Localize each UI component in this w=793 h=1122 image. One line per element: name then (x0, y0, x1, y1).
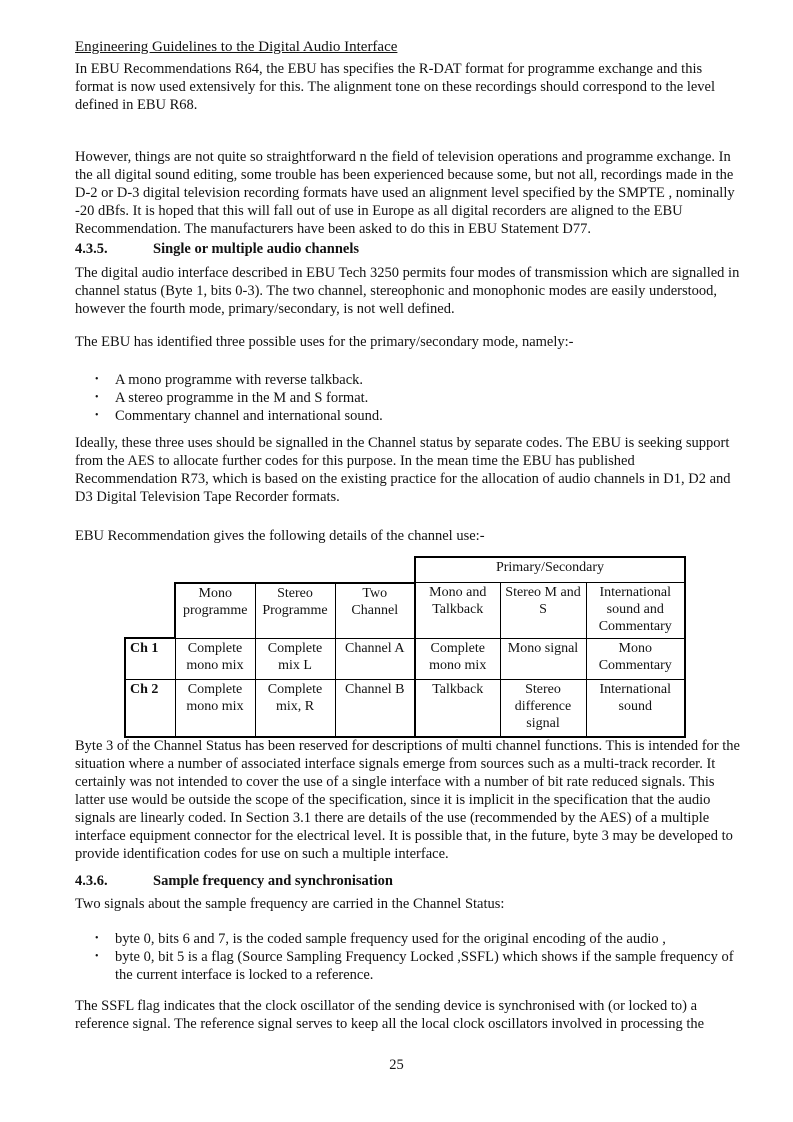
list-item (95, 948, 740, 984)
paragraph-byte3: Byte 3 of the Channel Status has been reserved for descriptions of multi channel functions. This is intended for the situation where a number of associated interface signals emerge from sources such as a multi-track recorder. It certainly was not intended to cover the use of a single interface with a number of bit rate reduced signals. This latter use would be outside the scope of the specification, since it is implicit in the specification that the audio signals are linearly coded. In Section 3.1 there are details of the use (recommended by the AES) of a multiple interface equipment connector for the electrical level. It is possible that, in the future, byte 3 may be developed to provide identification codes for use on such a multiple interface. (75, 738, 740, 862)
channel-use-table (124, 556, 686, 738)
paragraph-modes: The digital audio interface described in EBU Tech 3250 permits four modes of transmission which are signalled in channel status (Byte 1, bits 0-3). The two channel, stereophonic and monophonic modes are easily understood, however the fourth mode, primary/secondary, is not well defined. (75, 265, 740, 317)
bullet-icon: • (95, 933, 99, 944)
table-cell: International sound (586, 680, 685, 738)
paragraph-ideally: Ideally, these three uses should be signalled in the Channel status by separate codes. The EBU is seeking support from the AES to allocate further codes for this purpose. In the mean time the EBU has published Recommendation R73, which is based on the existing practice for the allocation of audio channels in D1, D2 and D3 Digital Television Tape Recorder formats. (75, 435, 731, 505)
page-number: 25 (389, 1057, 404, 1073)
section-number: 4.3.5. (75, 241, 108, 257)
column-header: Stereo Programme (255, 583, 335, 639)
table-cell: Talkback (415, 680, 500, 738)
table-cell: Channel B (335, 680, 415, 738)
section-heading-435 (75, 240, 740, 258)
column-header: Stereo M and S (500, 583, 586, 639)
table-cell: Complete mono mix (175, 680, 255, 738)
table-cell: Stereo difference signal (500, 680, 586, 738)
bullet-icon: • (95, 951, 99, 962)
column-header: Mono and Talkback (415, 583, 500, 639)
paragraph-rdat: In EBU Recommendations R64, the EBU has specifies the R-DAT format for programme exchange and this format is now used extensively for this. The alignment tone on these recordings should correspond to the level defined in EBU R68. (75, 61, 716, 113)
running-header: Engineering Guidelines to the Digital Audio Interface (75, 39, 398, 55)
column-header: Mono programme (175, 583, 255, 639)
paragraph-uses-intro: The EBU has identified three possible uses for the primary/secondary mode, namely:- (75, 334, 574, 350)
table-cell: Complete mono mix (175, 638, 255, 680)
row-label: Ch 2 (125, 680, 175, 738)
table-cell: Channel A (335, 638, 415, 680)
list-item (95, 407, 740, 425)
paragraph-smpte: However, things are not quite so straightforward n the field of television operations and programme exchange. In the all digital sound editing, some trouble has been experienced because some, but not all, recordings made in the D-2 or D-3 digital television recording formats have used an alignment level specified by the SMPTE , nominally -20 dBfs. It is hoped that this will fall out of use in Europe as all digital recorders are aligned to the EBU Recommendation. The manufacturers have been asked to do this in EBU Statement D77. (75, 149, 735, 237)
list-item (95, 389, 740, 407)
section-number: 4.3.6. (75, 873, 108, 889)
table-cell: Complete mix L (255, 638, 335, 680)
bullet-icon: • (95, 374, 99, 385)
table-cell: Mono signal (500, 638, 586, 680)
bullet-text: byte 0, bits 6 and 7, is the coded sample frequency used for the original encoding of the audio , (115, 931, 666, 947)
list-item (95, 930, 740, 948)
uses-bullet-list (95, 371, 740, 425)
table-cell: Mono Commentary (586, 638, 685, 680)
paragraph-two-signals: Two signals about the sample frequency are carried in the Channel Status: (75, 896, 505, 912)
paragraph-ssfl: The SSFL flag indicates that the clock oscillator of the sending device is synchronised with (or locked to) a reference signal. The reference signal serves to keep all the local clock oscillators involved in processing the (75, 998, 705, 1032)
list-item (95, 371, 740, 389)
column-header: Two Channel (335, 583, 415, 639)
bullet-text: A stereo programme in the M and S format. (115, 390, 369, 406)
table-corner-blank (125, 557, 415, 583)
frequency-bullet-list (95, 930, 740, 984)
bullet-icon: • (95, 392, 99, 403)
bullet-text: A mono programme with reverse talkback. (115, 372, 364, 388)
paragraph-table-intro: EBU Recommendation gives the following details of the channel use:- (75, 528, 485, 544)
section-title: Single or multiple audio channels (153, 241, 359, 257)
bullet-text: byte 0, bit 5 is a flag (Source Sampling Frequency Locked ,SSFL) which shows if the sample frequency of the current interface is locked to a reference. (115, 949, 734, 983)
table-corner-blank (125, 583, 175, 639)
row-label: Ch 1 (125, 638, 175, 680)
table-cell: Complete mix, R (255, 680, 335, 738)
table-cell: Complete mono mix (415, 638, 500, 680)
column-header: International sound and Commentary (586, 583, 685, 639)
section-title: Sample frequency and synchronisation (153, 873, 393, 889)
section-heading-436 (75, 872, 740, 890)
bullet-icon: • (95, 410, 99, 421)
bullet-text: Commentary channel and international sound. (115, 408, 383, 424)
table-group-header: Primary/Secondary (415, 557, 685, 583)
